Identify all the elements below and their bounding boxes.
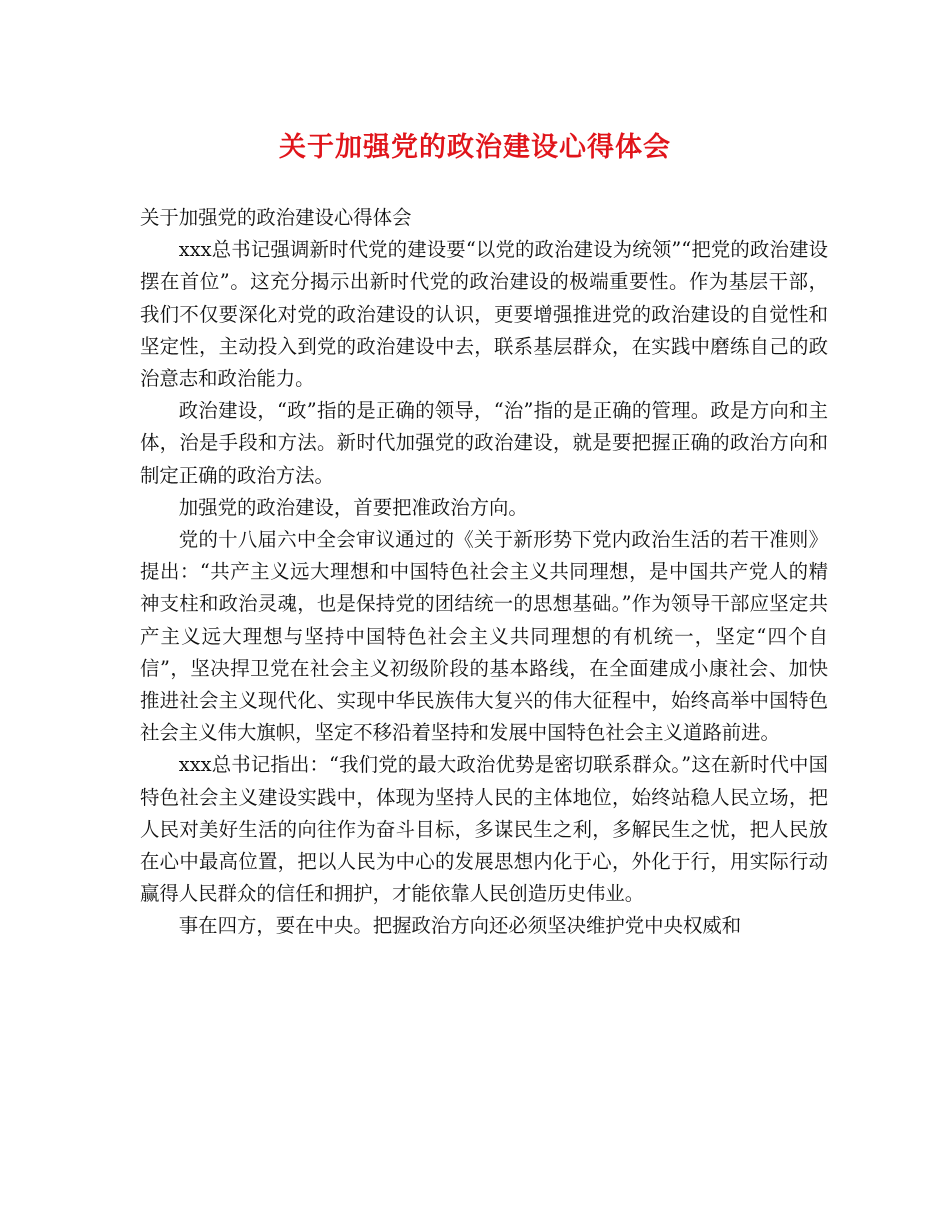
- body-heading: 关于加强党的政治建设心得体会: [140, 206, 412, 229]
- paragraph: 加强党的政治建设，首要把准政治方向。: [178, 495, 528, 519]
- document-title: 关于加强党的政治建设心得体会: [279, 132, 671, 163]
- paragraph: 事在四方，要在中央。把握政治方向还必须坚决维护党中央权威和: [178, 914, 742, 938]
- paragraph: 政治建设，“政”指的是正确的领导，“治”指的是正确的管理。政是方向和主体，治是手段和方法。新时代加强党的政治建设，就是要把握正确的政治方向和制定正确的政治方法。: [140, 399, 828, 487]
- paragraph: xxx总书记强调新时代党的建设要“以党的政治建设为统领”“把党的政治建设摆在首位”。这充分揭示出新时代党的政治建设的极端重要性。作为基层干部，我们不仅要深化对党的政治建设的认识，更要增强推进党的政治建设的自觉性和坚定性，主动投入到党的政治建设中去，联系基层群众，在实践中磨练自己的政治意志和政治能力。: [140, 238, 828, 391]
- paragraph: xxx总书记指出：“我们党的最大政治优势是密切联系群众。”这在新时代中国特色社会主义建设实践中，体现为坚持人民的主体地位，始终站稳人民立场，把人民对美好生活的向往作为奋斗目标，多谋民生之利，多解民生之忧，把人民放在心中最高位置，把以人民为中心的发展思想内化于心，外化于行，用实际行动赢得人民群众的信任和拥护，才能依靠人民创造历史伟业。: [140, 753, 828, 906]
- paragraph: 党的十八届六中全会审议通过的《关于新形势下党内政治生活的若干准则》提出：“共产主义远大理想和中国特色社会主义共同理想，是中国共产党人的精神支柱和政治灵魂，也是保持党的团结统一的思想基础。”作为领导干部应坚定共产主义远大理想与坚持中国特色社会主义共同理想的有机统一，坚定“四个自信”，坚决捍卫党在社会主义初级阶段的基本路线，在全面建成小康社会、加快推进社会主义现代化、实现中华民族伟大复兴的伟大征程中，始终高举中国特色社会主义伟大旗帜，坚定不移沿着坚持和发展中国特色社会主义道路前进。: [140, 528, 828, 745]
- document-body: [140, 202, 828, 943]
